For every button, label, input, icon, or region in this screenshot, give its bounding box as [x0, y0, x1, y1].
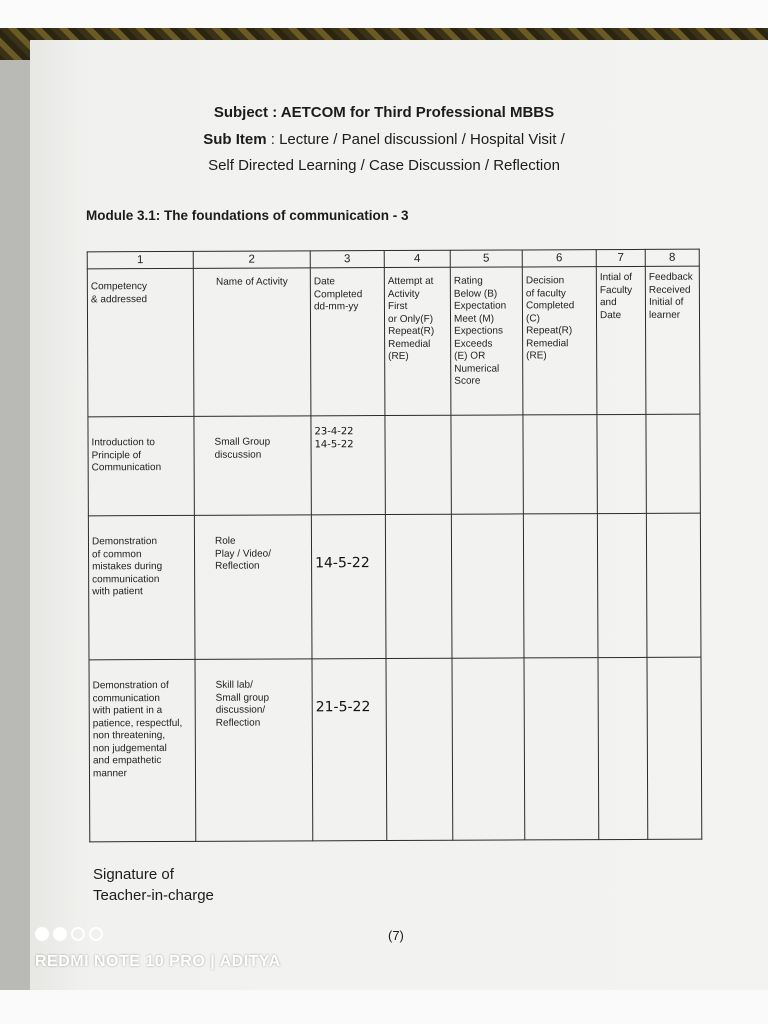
column-number: 4: [384, 250, 450, 267]
attempt-cell: [385, 415, 451, 514]
watermark-dot-icon: [35, 927, 49, 941]
column-header-initial: Intial of Faculty and Date: [596, 266, 646, 414]
watermark-dot-icon: [53, 927, 67, 941]
rating-cell: [451, 514, 524, 658]
column-header-feedback: Feedback Received Initial of learner: [645, 266, 700, 414]
decision-cell: [523, 514, 598, 658]
column-header-date: Date Completed dd-mm-yy: [310, 268, 385, 416]
date-cell: [312, 659, 387, 841]
rating-cell: [451, 415, 523, 514]
feedback-cell: [647, 657, 702, 839]
decision-cell: [523, 415, 597, 514]
faculty-initial-cell: [597, 513, 647, 657]
activity-cell: Skill lab/ Small group discussion/ Reflection: [195, 659, 313, 842]
column-number: 7: [596, 249, 645, 266]
watermark-dot-icon: [71, 927, 85, 941]
attempt-cell: [386, 658, 453, 840]
column-header-row: [87, 266, 700, 417]
column-number: 3: [310, 251, 384, 268]
column-number: 6: [522, 250, 596, 267]
date-cell: [311, 515, 386, 659]
rating-cell: [452, 658, 525, 840]
competency-cell: Demonstration of common mistakes during communication with patient: [88, 515, 195, 659]
top-border: [0, 0, 768, 28]
subject-heading: [0, 104, 768, 121]
page-number: (7): [388, 928, 404, 943]
table-row: [89, 657, 702, 842]
competency-cell: Demonstration of communication with patient in a patience, respectful, non threatening, non judgemental and empathetic manner: [89, 659, 196, 841]
date-cell: 23-4-22 14-5-22: [311, 416, 385, 515]
feedback-cell: [646, 513, 701, 657]
column-header-competency: Competency & addressed: [87, 268, 194, 416]
column-header-attempt: Attempt at Activity First or Only(F) Repeat(R) Remedial (RE): [384, 267, 451, 415]
column-number: 1: [87, 251, 193, 268]
watermark-dot-icon: [89, 927, 103, 941]
camera-watermark-dots: [35, 927, 103, 941]
column-header-activity: Name of Activity: [193, 268, 311, 417]
subject-label: Subject :: [213, 104, 281, 121]
column-number: 5: [450, 250, 522, 267]
camera-watermark: REDMI NOTE 10 PRO | ADITYA: [35, 953, 281, 970]
adjacent-page-edge: [0, 60, 34, 990]
faculty-initial-cell: [598, 657, 648, 839]
sub-item-label: Sub Item: [203, 131, 267, 148]
faculty-initial-cell: [597, 414, 646, 513]
sub-item-line-2: Self Directed Learning / Case Discussion / Reflection: [208, 157, 560, 174]
activity-cell: Role Play / Video/ Reflection: [194, 515, 312, 660]
sub-item-line: [0, 131, 768, 148]
date-value: 21-5-22: [315, 699, 371, 716]
decision-cell: [524, 658, 599, 840]
competency-cell: Introduction to Principle of Communication: [88, 416, 194, 515]
table-row: [88, 513, 701, 660]
module-title: Module 3.1: The foundations of communication - 3: [86, 208, 409, 223]
bottom-border: [0, 990, 768, 1024]
subject-value: AETCOM for Third Professional MBBS: [280, 104, 555, 121]
activity-cell: Small Group discussion: [194, 416, 311, 516]
feedback-cell: [646, 414, 700, 513]
sub-item-value: : Lecture / Panel discussionl / Hospital Visit /: [266, 131, 565, 148]
attempt-cell: [385, 514, 452, 658]
column-header-rating: Rating Below (B) Expectation Meet (M) Expections Exceeds (E) OR Numerical Score: [450, 267, 523, 415]
logbook-table: [87, 249, 703, 843]
column-number: 8: [645, 249, 699, 266]
column-header-decision: Decision of faculty Completed (C) Repeat(R) Remedial (RE): [522, 267, 597, 415]
column-number: 2: [193, 251, 310, 269]
date-value: 14-5-22: [315, 555, 370, 572]
signature-label: Signature of Teacher-in-charge: [93, 866, 214, 904]
table-row: [88, 414, 700, 516]
